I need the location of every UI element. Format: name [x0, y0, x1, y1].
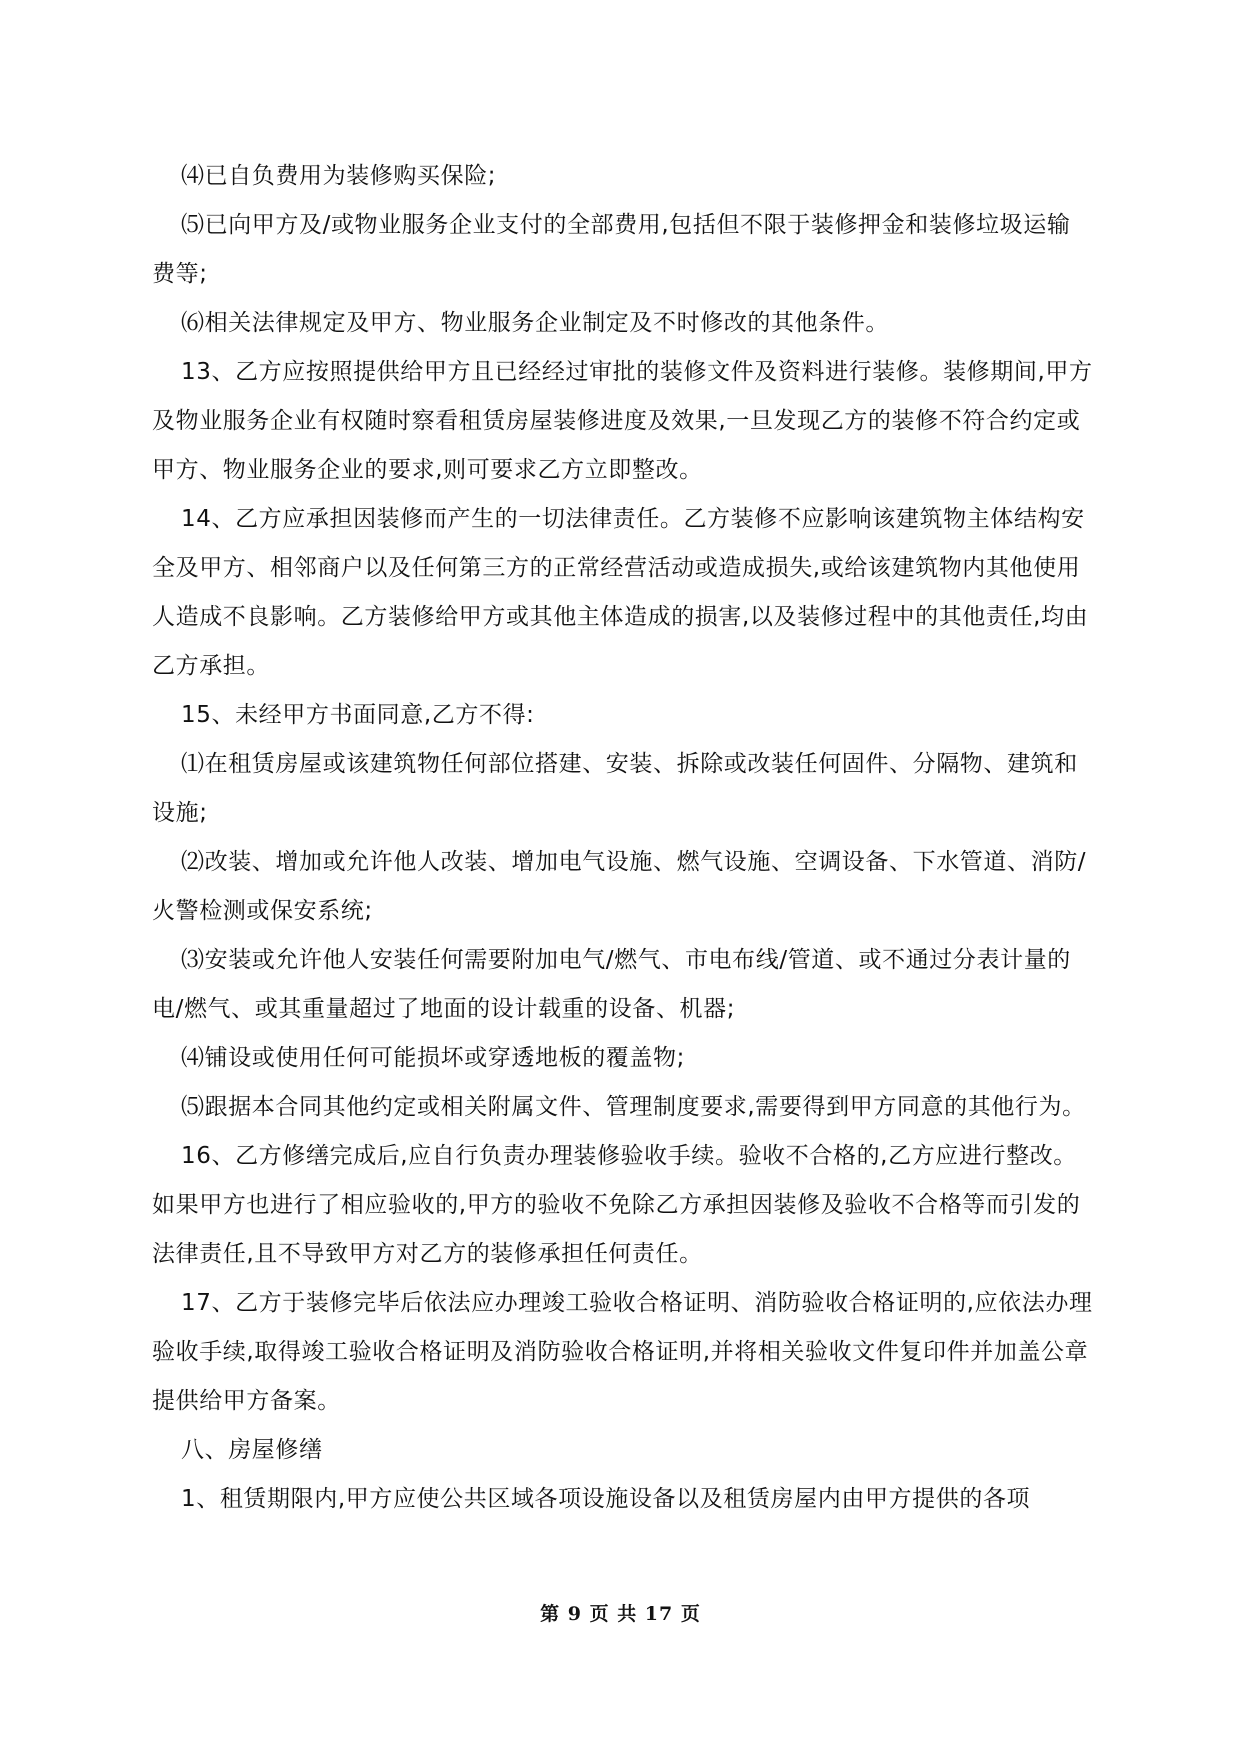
- paragraph-clause-4-insurance: ⑷已自负费用为装修购买保险;: [181, 163, 497, 189]
- paragraph-clause-6-conditions: ⑹相关法律规定及甲方、物业服务企业制定及不时修改的其他条件。: [181, 310, 889, 336]
- document-body: [152, 152, 1094, 1524]
- paragraph-article-15-item-5: ⑸跟据本合同其他约定或相关附属文件、管理制度要求,需要得到甲方同意的其他行为。: [181, 1094, 1086, 1120]
- paragraph-article-15-item-2: ⑵改装、增加或允许他人改装、增加电气设施、燃气设施、空调设备、下水管道、消防/火警检测或保安系统;: [152, 849, 1087, 924]
- paragraph-article-13: 13、乙方应按照提供给甲方且已经经过审批的装修文件及资料进行装修。装修期间,甲方及物业服务企业有权随时察看租赁房屋装修进度及效果,一旦发现乙方的装修不符合约定或甲方、物业服务企业的要求,则可要求乙方立即整改。: [152, 359, 1093, 483]
- paragraph-article-14: 14、乙方应承担因装修而产生的一切法律责任。乙方装修不应影响该建筑物主体结构安全及甲方、相邻商户以及任何第三方的正常经营活动或造成损失,或给该建筑物内其他使用人造成不良影响。乙方装修给甲方或其他主体造成的损害,以及装修过程中的其他责任,均由乙方承担。: [152, 506, 1089, 679]
- paragraph-article-15-item-1: ⑴在租赁房屋或该建筑物任何部位搭建、安装、拆除或改装任何固件、分隔物、建筑和设施;: [152, 751, 1078, 826]
- paragraph-article-15: 15、未经甲方书面同意,乙方不得:: [181, 702, 535, 728]
- paragraph-article-17: 17、乙方于装修完毕后依法应办理竣工验收合格证明、消防验收合格证明的,应依法办理验收手续,取得竣工验收合格证明及消防验收合格证明,并将相关验收文件复印件并加盖公章提供给甲方备案。: [152, 1290, 1093, 1414]
- paragraph-clause-5-fees: ⑸已向甲方及/或物业服务企业支付的全部费用,包括但不限于装修押金和装修垃圾运输费等;: [152, 212, 1071, 287]
- page-footer: 第 9 页 共 17 页: [540, 1603, 701, 1625]
- paragraph-article-16: 16、乙方修缮完成后,应自行负责办理装修验收手续。验收不合格的,乙方应进行整改。如果甲方也进行了相应验收的,甲方的验收不免除乙方承担因装修及验收不合格等而引发的法律责任,且不导致甲方对乙方的装修承担任何责任。: [152, 1143, 1081, 1267]
- paragraph-repair-article-1: 1、租赁期限内,甲方应使公共区域各项设施设备以及租赁房屋内由甲方提供的各项: [181, 1486, 1031, 1512]
- section-heading-house-repair: 八、房屋修缮: [181, 1437, 323, 1463]
- paragraph-article-15-item-4: ⑷铺设或使用任何可能损坏或穿透地板的覆盖物;: [181, 1045, 685, 1071]
- paragraph-article-15-item-3: ⑶安装或允许他人安装任何需要附加电气/燃气、市电布线/管道、或不通过分表计量的电/燃气、或其重量超过了地面的设计载重的设备、机器;: [152, 947, 1071, 1022]
